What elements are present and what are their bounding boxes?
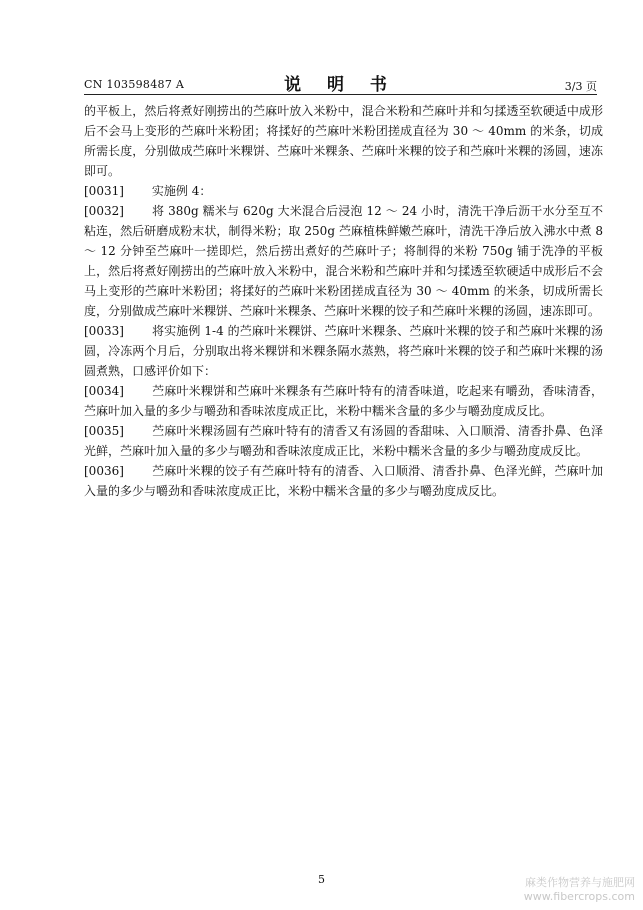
paragraph-0035 <box>84 421 603 461</box>
paragraph-text: 实施例 4： <box>151 184 212 198</box>
paragraph-0034 <box>84 381 603 421</box>
page-indicator: 3/3 页 <box>564 80 597 93</box>
header-rule <box>84 94 597 95</box>
paragraph-number: [0033] <box>84 324 124 338</box>
page-header <box>84 64 597 94</box>
paragraph-text: 苎麻叶米粿汤圆有苎麻叶特有的清香又有汤圆的香甜味、入口顺滑、清香扑鼻、色泽光鲜，苎麻叶加入量的多少与嚼劲和香味浓度成正比，米粉中糯米含量的多少与嚼劲度成反比。 <box>84 424 603 458</box>
paragraph-text: 将 380g 糯米与 620g 大米混合后浸泡 12 ～ 24 小时，清洗干净后沥干水分至互不粘连，然后研磨成粉末状，制得米粉；取 250g 苎麻植株鲜嫩苎麻叶，清洗干净后放入沸水中煮 8 ～ 12 分钟至苎麻叶一搓即烂，然后捞出煮好的苎麻叶子；将制得的米粉 750g 铺于洗净的平板上，然后将煮好刚捞出的苎麻叶放入米粉中，混合米粉和苎麻叶并和匀揉透至软硬适中成形后不会马上变形的苎麻叶米粉团；将揉好的苎麻叶米粉团搓成直径为 30 ～ 40mm 的米条，切成所需长度，分别做成苎麻叶米粿饼、苎麻叶米粿条、苎麻叶米粿的饺子和苎麻叶米粿的汤圆，速冻即可。 <box>84 204 603 318</box>
paragraph-text: 的平板上，然后将煮好刚捞出的苎麻叶放入米粉中，混合米粉和苎麻叶并和匀揉透至软硬适中成形后不会马上变形的苎麻叶米粉团；将揉好的苎麻叶米粉团搓成直径为 30 ～ 40mm 的米条，切成所需长度，分别做成苎麻叶米粿饼、苎麻叶米粿条、苎麻叶米粿的饺子和苎麻叶米粿的汤圆，速冻即可。 <box>84 104 603 178</box>
paragraph-number: [0032] <box>84 204 124 218</box>
document-body <box>84 101 603 501</box>
paragraph-0033 <box>84 321 603 381</box>
paragraph-0032 <box>84 201 603 321</box>
paragraph-0036 <box>84 461 603 501</box>
publication-number: CN 103598487 A <box>84 78 185 91</box>
paragraph-number: [0035] <box>84 424 124 438</box>
document-title: 说 明 书 <box>284 75 397 95</box>
paragraph-text: 苎麻叶米粿的饺子有苎麻叶特有的清香、入口顺滑、清香扑鼻、色泽光鲜，苎麻叶加入量的多少与嚼劲和香味浓度成正比，米粉中糯米含量的多少与嚼劲度成反比。 <box>84 464 603 498</box>
paragraph-0031 <box>84 181 603 201</box>
page-number: 5 <box>318 873 325 886</box>
paragraph-number: [0034] <box>84 384 124 398</box>
watermark-url: www.fibercrops.com <box>523 890 635 903</box>
site-watermark <box>524 876 635 904</box>
watermark-site-name: 麻类作物营养与施肥网 <box>525 876 635 889</box>
paragraph-continuation <box>84 101 603 181</box>
paragraph-number: [0036] <box>84 464 124 478</box>
paragraph-text: 苎麻叶米粿饼和苎麻叶米粿条有苎麻叶特有的清香味道，吃起来有嚼劲，香味清香，苎麻叶加入量的多少与嚼劲和香味浓度成正比，米粉中糯米含量的多少与嚼劲度成反比。 <box>84 384 603 418</box>
paragraph-text: 将实施例 1-4 的苎麻叶米粿饼、苎麻叶米粿条、苎麻叶米粿的饺子和苎麻叶米粿的汤圆，冷冻两个月后，分别取出将米粿饼和米粿条隔水蒸熟，将苎麻叶米粿的饺子和苎麻叶米粿的汤圆煮熟，口感评价如下： <box>84 324 603 378</box>
paragraph-number: [0031] <box>84 184 124 198</box>
